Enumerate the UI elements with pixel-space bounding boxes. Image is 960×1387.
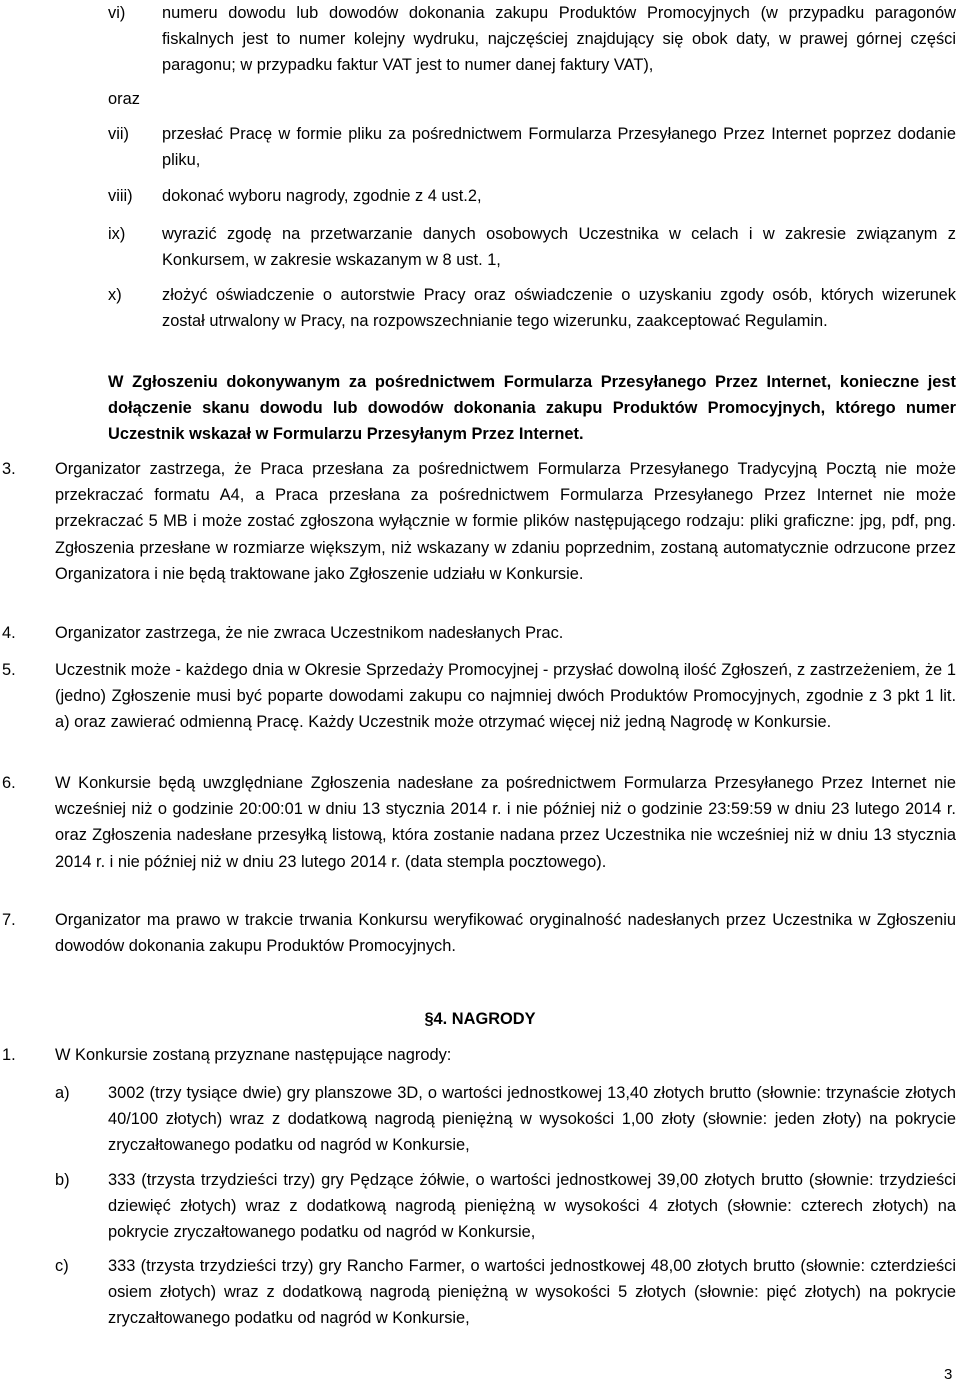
- item-label-vii: vii): [108, 125, 129, 143]
- point-number-6: 6.: [2, 774, 16, 792]
- point-text-5: Uczestnik może - każdego dnia w Okresie Sprzedaży Promocyjnej - przysłać dowolną ilość Zgłoszeń, z zastrzeżeniem, że 1 (jedno) Zgłoszenie musi być poparte dowodami zakupu co najmniej dwóch Produktów Promocyjnych, zgodnie z 3 pkt 1 lit. a) oraz zawierać odmienną Pracę. Każdy Uczestnik może otrzymać więcej niż jedną Nagrodę w Konkursie.: [55, 661, 956, 732]
- item-label-x: x): [108, 286, 122, 304]
- item-label-viii: viii): [108, 187, 133, 205]
- point-text-4: Organizator zastrzega, że nie zwraca Uczestnikom nadesłanych Prac.: [55, 624, 564, 642]
- item-label-vi: vi): [108, 4, 126, 22]
- item-label-ix: ix): [108, 225, 126, 243]
- prize-text-c: 333 (trzysta trzydzieści trzy) gry Rancho Farmer, o wartości jednostkowej 48,00 złotych brutto (słownie: czterdzieści osiem złotych) wraz z dodatkową nagrodą pieniężną w wysokości 5 złotych (słownie: pięć złotych) na pokrycie zryczałtowanego podatku od nagród w Konkursie,: [108, 1257, 956, 1328]
- point-number-5: 5.: [2, 661, 16, 679]
- item-text-vi: numeru dowodu lub dowodów dokonania zakupu Produktów Promocyjnych (w przypadku paragonów fiskalnych jest to numer kolejny wydruku, najczęściej znajdujący się obok daty, w prawej górnej części paragonu; w przypadku faktur VAT jest to numer danej faktury VAT),: [162, 4, 956, 75]
- section-heading: §4. NAGRODY: [424, 1010, 536, 1028]
- conjunction-oraz: oraz: [108, 90, 140, 108]
- prize-text-b: 333 (trzysta trzydzieści trzy) gry Pędzące żółwie, o wartości jednostkowej 39,00 złotych brutto (słownie: trzydzieści dziewięć złotych) wraz z dodatkową nagrodą pieniężną w wysokości 4 złotych (słownie: czterech złotych) na pokrycie zryczałtowanego podatku od nagród w Konkursie,: [108, 1171, 956, 1242]
- point-text-7: Organizator ma prawo w trakcie trwania Konkursu weryfikować oryginalność nadesłanych przez Uczestnika w Zgłoszeniu dowodów dokonania zakupu Produktów Promocyjnych.: [55, 911, 956, 956]
- prize-label-c: c): [55, 1257, 69, 1275]
- item-text-viii: dokonać wyboru nagrody, zgodnie z 4 ust.2,: [162, 187, 482, 205]
- point-text-3: Organizator zastrzega, że Praca przesłana za pośrednictwem Formularza Przesyłanego Tradycyjną Pocztą nie może przekraczać formatu A4, a Praca przesłana za pośrednictwem Formularza Przesyłanego Przez Internet nie może przekraczać 5 MB i może zostać zgłoszona wyłącznie w formie plików następującego rodzaju: pliki graficzne: jpg, pdf, png. Zgłoszenia przesłane w rozmiarze większym, niż wskazany w zdaniu poprzednim, zostaną automatycznie odrzucone przez Organizatora i nie będą traktowane jako Zgłoszenie udziału w Konkursie.: [55, 460, 956, 583]
- prize-label-a: a): [55, 1084, 70, 1102]
- point-text-6: W Konkursie będą uwzględniane Zgłoszenia nadesłane za pośrednictwem Formularza Przesyłanego Przez Internet nie wcześniej niż o godzinie 20:00:01 w dniu 13 stycznia 2014 r. i nie później niż o godzinie 23:59:59 w dniu 23 lutego 2014 r. oraz Zgłoszenia nadesłane przesyłką listową, która zostanie nadana przez Uczestnika nie wcześniej niż w dniu 13 stycznia 2014 r. i nie później niż w dniu 23 lutego 2014 r. (data stempla pocztowego).: [55, 774, 956, 871]
- section-item-number: 1.: [2, 1046, 16, 1064]
- bold-paragraph: W Zgłoszeniu dokonywanym za pośrednictwem Formularza Przesyłanego Przez Internet, konieczne jest dołączenie skanu dowodu lub dowodów dokonania zakupu Produktów Promocyjnych, którego numer Uczestnik wskazał w Formularzu Przesyłanym Przez Internet.: [108, 373, 956, 444]
- section-item-text: W Konkursie zostaną przyznane następujące nagrody:: [55, 1046, 452, 1064]
- point-number-4: 4.: [2, 624, 16, 642]
- item-text-vii: przesłać Pracę w formie pliku za pośrednictwem Formularza Przesyłanego Przez Internet poprzez dodanie pliku,: [162, 125, 956, 170]
- item-text-x: złożyć oświadczenie o autorstwie Pracy oraz oświadczenie o uzyskaniu zgody osób, których wizerunek został utrwalony w Pracy, na rozpowszechnianie tego wizerunku, zaakceptować Regulamin.: [162, 286, 956, 331]
- prize-label-b: b): [55, 1171, 70, 1189]
- point-number-7: 7.: [2, 911, 16, 929]
- point-number-3: 3.: [2, 460, 16, 478]
- item-text-ix: wyrazić zgodę na przetwarzanie danych osobowych Uczestnika w celach i w zakresie związanym z Konkursem, w zakresie wskazanym w 8 ust. 1,: [162, 225, 956, 270]
- prize-text-a: 3002 (trzy tysiące dwie) gry planszowe 3D, o wartości jednostkowej 13,40 złotych brutto (słownie: trzynaście złotych 40/100 złotych) wraz z dodatkową nagrodą pieniężną w wysokości 1,00 złoty (słownie: jeden złoty) na pokrycie zryczałtowanego podatku od nagród w Konkursie,: [108, 1084, 956, 1155]
- page-number: 3: [944, 1366, 953, 1383]
